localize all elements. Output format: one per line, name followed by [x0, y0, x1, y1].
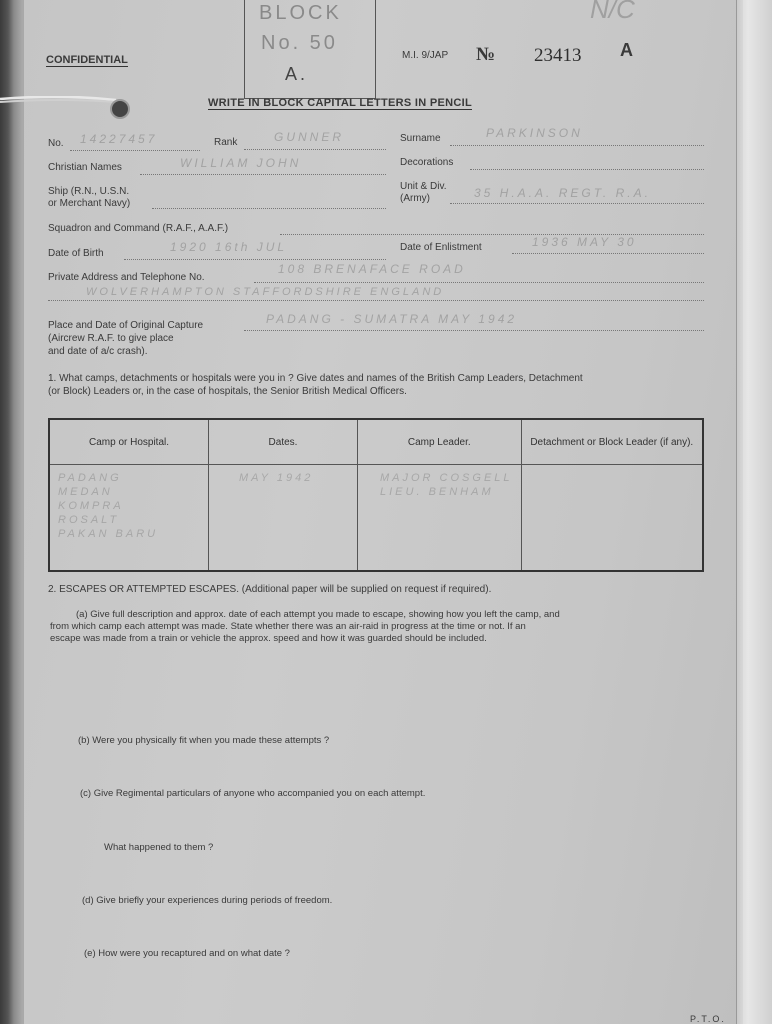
header-dates: Dates. [209, 419, 358, 465]
date-entry: MAY 1942 [239, 472, 314, 484]
serial-number: 23413 [534, 45, 582, 66]
question-1-line-1: 1. What camps, detachments or hospitals were you in ? Give dates and names of the British Camp Leaders, Detachment [48, 373, 583, 384]
header-camp-or-hospital: Camp or Hospital. [49, 419, 209, 465]
question-2-title: 2. ESCAPES OR ATTEMPTED ESCAPES. (Additional paper will be supplied on request if required). [48, 584, 492, 595]
camps-table-row [49, 465, 703, 572]
confidential-label: CONFIDENTIAL [46, 54, 128, 66]
question-1-line-2: (or Block) Leaders or, in the case of hospitals, the Senior British Medical Officers. [48, 386, 407, 397]
stamp-line-3: A. [285, 64, 309, 84]
surname-label: Surname [400, 133, 441, 144]
christian-names-label: Christian Names [48, 162, 122, 173]
question-2b: (b) Were you physically fit when you made these attempts ? [78, 735, 330, 746]
ship-line [152, 208, 386, 209]
question-2a-line-1: (a) Give full description and approx. date of each attempt you made to escape, showing how you left the camp, and [76, 609, 560, 620]
unit-label-2: (Army) [400, 193, 430, 204]
leader-entry: LIEU. BENHAM [380, 486, 494, 498]
no-line [70, 150, 200, 151]
no-value: 14227457 [80, 132, 158, 146]
date-of-birth-value: 1920 16th JUL [170, 240, 288, 254]
stamp-line-2: No. 50 [261, 32, 338, 54]
christian-names-line [140, 174, 386, 175]
camp-leader-cell [358, 465, 522, 572]
dates-cell [209, 465, 358, 572]
top-right-note: N/C [590, 0, 635, 24]
rank-label: Rank [214, 137, 238, 148]
address-line-2 [48, 300, 704, 301]
rank-line [244, 149, 386, 150]
squadron-label: Squadron and Command (R.A.F., A.A.F.) [48, 223, 229, 234]
series-letter: A [620, 40, 633, 60]
question-2c: (c) Give Regimental particulars of anyone who accompanied you on each attempt. [80, 788, 426, 799]
binding-string [0, 96, 116, 104]
unit-label-1: Unit & Div. [400, 181, 447, 192]
unit-line [450, 203, 704, 204]
enlistment-value: 1936 MAY 30 [532, 235, 637, 249]
date-of-birth-label: Date of Birth [48, 248, 104, 259]
number-label: № [476, 44, 496, 65]
capture-label-3: and date of a/c crash). [48, 346, 148, 357]
capture-label-2: (Aircrew R.A.F. to give place [48, 333, 174, 344]
address-label: Private Address and Telephone No. [48, 272, 205, 283]
pto-mark: P.T.O. [690, 1014, 726, 1024]
camps-table-header-row [49, 419, 703, 465]
question-2c-followup: What happened to them ? [104, 842, 214, 853]
decorations-line [470, 169, 704, 170]
christian-names-value: WILLIAM JOHN [180, 156, 302, 170]
capture-label-1: Place and Date of Original Capture [48, 320, 204, 331]
no-label: No. [48, 138, 64, 149]
block-stamp [244, 0, 376, 99]
unit-value: 35 H.A.A. REGT. R.A. [474, 186, 651, 200]
date-of-birth-line [124, 259, 386, 260]
enlistment-line [512, 253, 704, 254]
camps-table [48, 418, 704, 572]
capture-line [244, 330, 704, 331]
camp-entry: KOMPRA [58, 500, 124, 512]
question-2d: (d) Give briefly your experiences during periods of freedom. [82, 895, 333, 906]
camp-entry: MEDAN [58, 486, 113, 498]
rank-value: GUNNER [274, 130, 345, 144]
header-detachment-leader: Detachment or Block Leader (if any). [521, 419, 703, 465]
stamp-line-1: BLOCK [259, 2, 342, 24]
decorations-label: Decorations [400, 157, 454, 168]
question-2a-line-2: from which camp each attempt was made. State whether there was an air-raid in progress at the time or not. If an [50, 621, 526, 632]
enlistment-label: Date of Enlistment [400, 242, 482, 253]
camp-entry: PADANG [58, 472, 122, 484]
pencil-instruction: WRITE IN BLOCK CAPITAL LETTERS IN PENCIL [208, 97, 472, 109]
camp-entry: PAKAN BARU [58, 528, 159, 540]
header-camp-leader: Camp Leader. [358, 419, 522, 465]
squadron-line [280, 234, 704, 235]
capture-value: PADANG - SUMATRA MAY 1942 [266, 312, 518, 326]
detachment-cell [521, 465, 703, 572]
form-code: M.I. 9/JAP [402, 50, 449, 61]
binding-hole [110, 99, 130, 119]
ship-label-1: Ship (R.N., U.S.N. [48, 186, 130, 197]
camp-entry: ROSALT [58, 514, 120, 526]
address-line-1 [254, 282, 704, 283]
ship-label-2: or Merchant Navy) [48, 198, 131, 209]
question-2a-line-3: escape was made from a train or vehicle the approx. speed and how it was guarded should be included. [50, 633, 487, 644]
address-value-2: WOLVERHAMPTON STAFFORDSHIRE ENGLAND [86, 286, 445, 298]
surname-value: PARKINSON [486, 126, 583, 140]
surname-line [450, 145, 704, 146]
leader-entry: MAJOR COSGELL [380, 472, 513, 484]
question-2e: (e) How were you recaptured and on what date ? [84, 948, 290, 959]
camp-cell [49, 465, 209, 572]
address-value-1: 108 BRENAFACE ROAD [278, 262, 466, 276]
